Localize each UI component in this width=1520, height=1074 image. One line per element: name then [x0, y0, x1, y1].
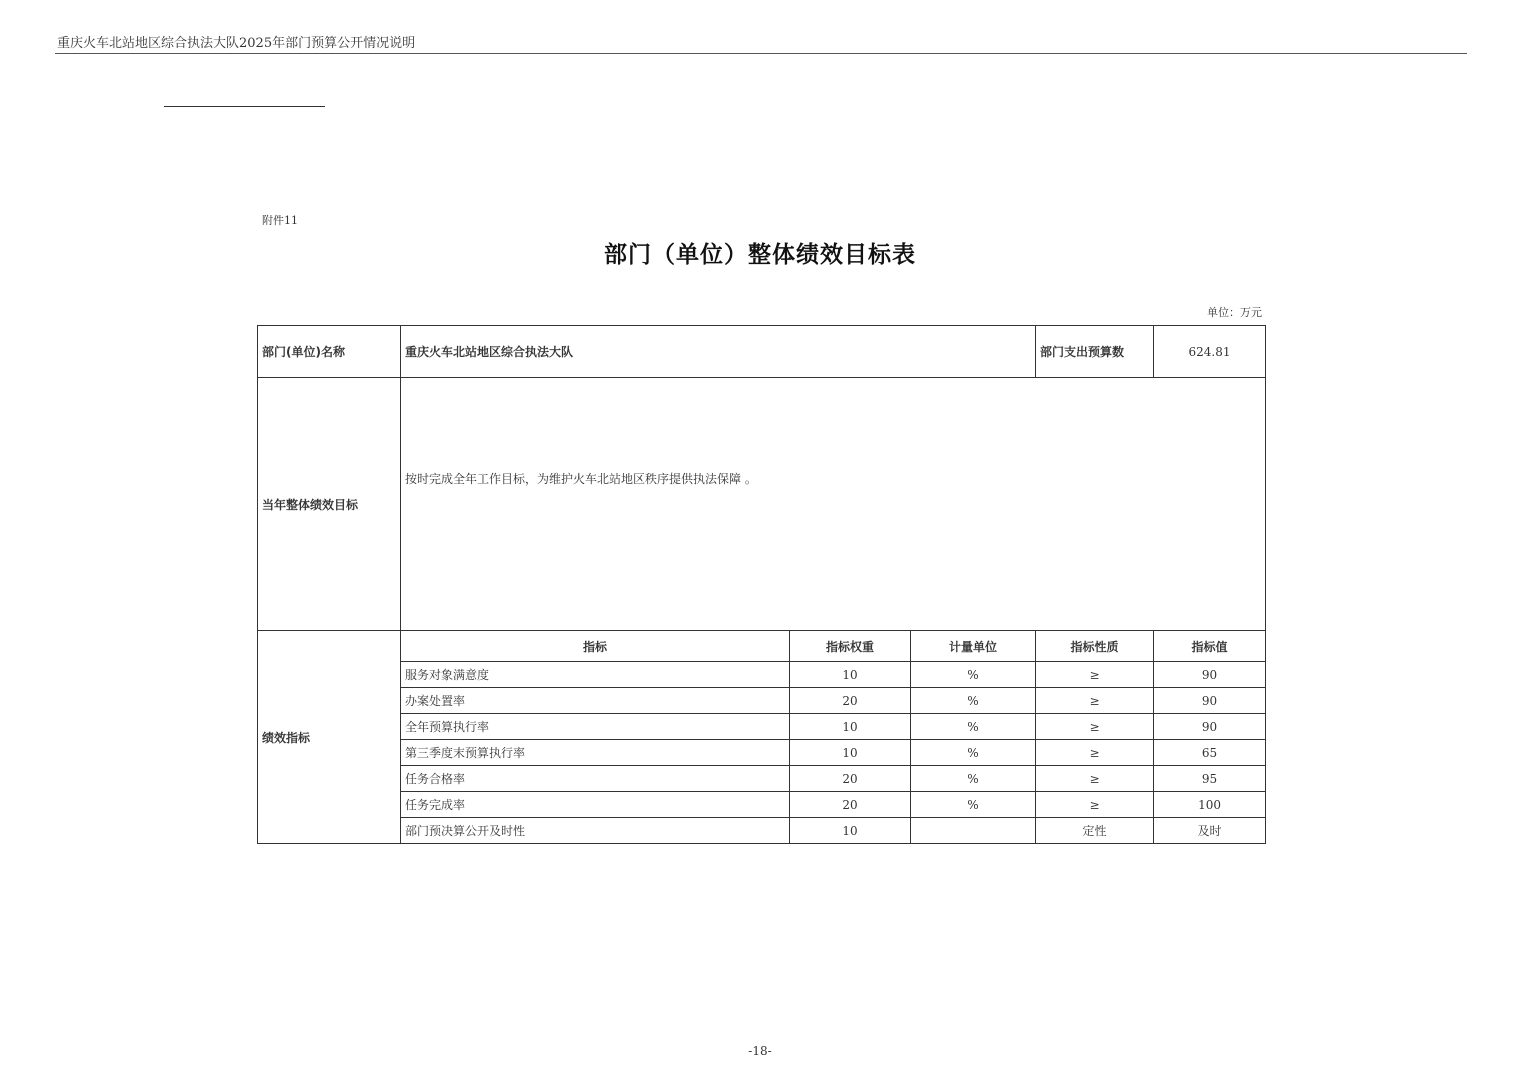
indicator-unit: %	[911, 740, 1036, 766]
indicator-weight: 10	[790, 740, 911, 766]
indicator-header-row	[258, 631, 1266, 662]
indicator-value: 100	[1154, 792, 1266, 818]
table-row	[258, 688, 1266, 714]
indicator-value: 65	[1154, 740, 1266, 766]
performance-target-table	[257, 325, 1266, 844]
indicator-value: 90	[1154, 714, 1266, 740]
indicator-name: 第三季度末预算执行率	[401, 740, 790, 766]
indicator-weight: 20	[790, 688, 911, 714]
indicators-label: 绩效指标	[258, 631, 401, 844]
indicator-nature: ≥	[1036, 740, 1154, 766]
attachment-label: 附件11	[262, 214, 298, 227]
indicator-unit	[911, 818, 1036, 844]
table-row	[258, 662, 1266, 688]
indicator-name: 任务合格率	[401, 766, 790, 792]
goal-row	[258, 378, 1266, 631]
indicator-name: 任务完成率	[401, 792, 790, 818]
indicator-name: 全年预算执行率	[401, 714, 790, 740]
indicator-value: 及时	[1154, 818, 1266, 844]
indicator-unit: %	[911, 792, 1036, 818]
indicator-name: 办案处置率	[401, 688, 790, 714]
table-row	[258, 766, 1266, 792]
indicator-unit: %	[911, 714, 1036, 740]
col-header-nature: 指标性质	[1036, 631, 1154, 662]
indicator-nature: ≥	[1036, 792, 1154, 818]
table-row	[258, 714, 1266, 740]
page-title: 部门（单位）整体绩效目标表	[604, 241, 916, 268]
indicator-unit: %	[911, 766, 1036, 792]
indicator-unit: %	[911, 688, 1036, 714]
goal-text	[401, 378, 1266, 631]
goal-label: 当年整体绩效目标	[258, 378, 401, 631]
col-header-value: 指标值	[1154, 631, 1266, 662]
indicator-nature: ≥	[1036, 662, 1154, 688]
dept-name-value: 重庆火车北站地区综合执法大队	[401, 326, 1036, 378]
page-number: -18-	[748, 1044, 772, 1058]
indicator-unit: %	[911, 662, 1036, 688]
indicator-nature: 定性	[1036, 818, 1154, 844]
header-rule	[55, 53, 1467, 54]
indicator-value: 90	[1154, 662, 1266, 688]
indicator-nature: ≥	[1036, 766, 1154, 792]
goal-text-content: 按时完成全年工作目标，为维护火车北站地区秩序提供执法保障 。	[405, 472, 757, 486]
indicator-name: 服务对象满意度	[401, 662, 790, 688]
indicator-weight: 10	[790, 818, 911, 844]
col-header-indicator: 指标	[401, 631, 790, 662]
table-row	[258, 792, 1266, 818]
indicator-nature: ≥	[1036, 688, 1154, 714]
indicator-weight: 10	[790, 662, 911, 688]
indicator-weight: 20	[790, 792, 911, 818]
indicator-name: 部门预决算公开及时性	[401, 818, 790, 844]
indicator-weight: 10	[790, 714, 911, 740]
indicator-value: 95	[1154, 766, 1266, 792]
indicator-weight: 20	[790, 766, 911, 792]
dept-name-label: 部门(单位)名称	[258, 326, 401, 378]
indicator-value: 90	[1154, 688, 1266, 714]
unit-label: 单位：万元	[1207, 306, 1262, 319]
short-rule	[164, 106, 325, 107]
table-row	[258, 818, 1266, 844]
table-row	[258, 740, 1266, 766]
col-header-unit: 计量单位	[911, 631, 1036, 662]
running-header: 重庆火车北站地区综合执法大队2025年部门预算公开情况说明	[57, 36, 416, 51]
indicator-nature: ≥	[1036, 714, 1154, 740]
dept-info-row	[258, 326, 1266, 378]
budget-label: 部门支出预算数	[1036, 326, 1154, 378]
col-header-weight: 指标权重	[790, 631, 911, 662]
budget-value: 624.81	[1154, 326, 1266, 378]
